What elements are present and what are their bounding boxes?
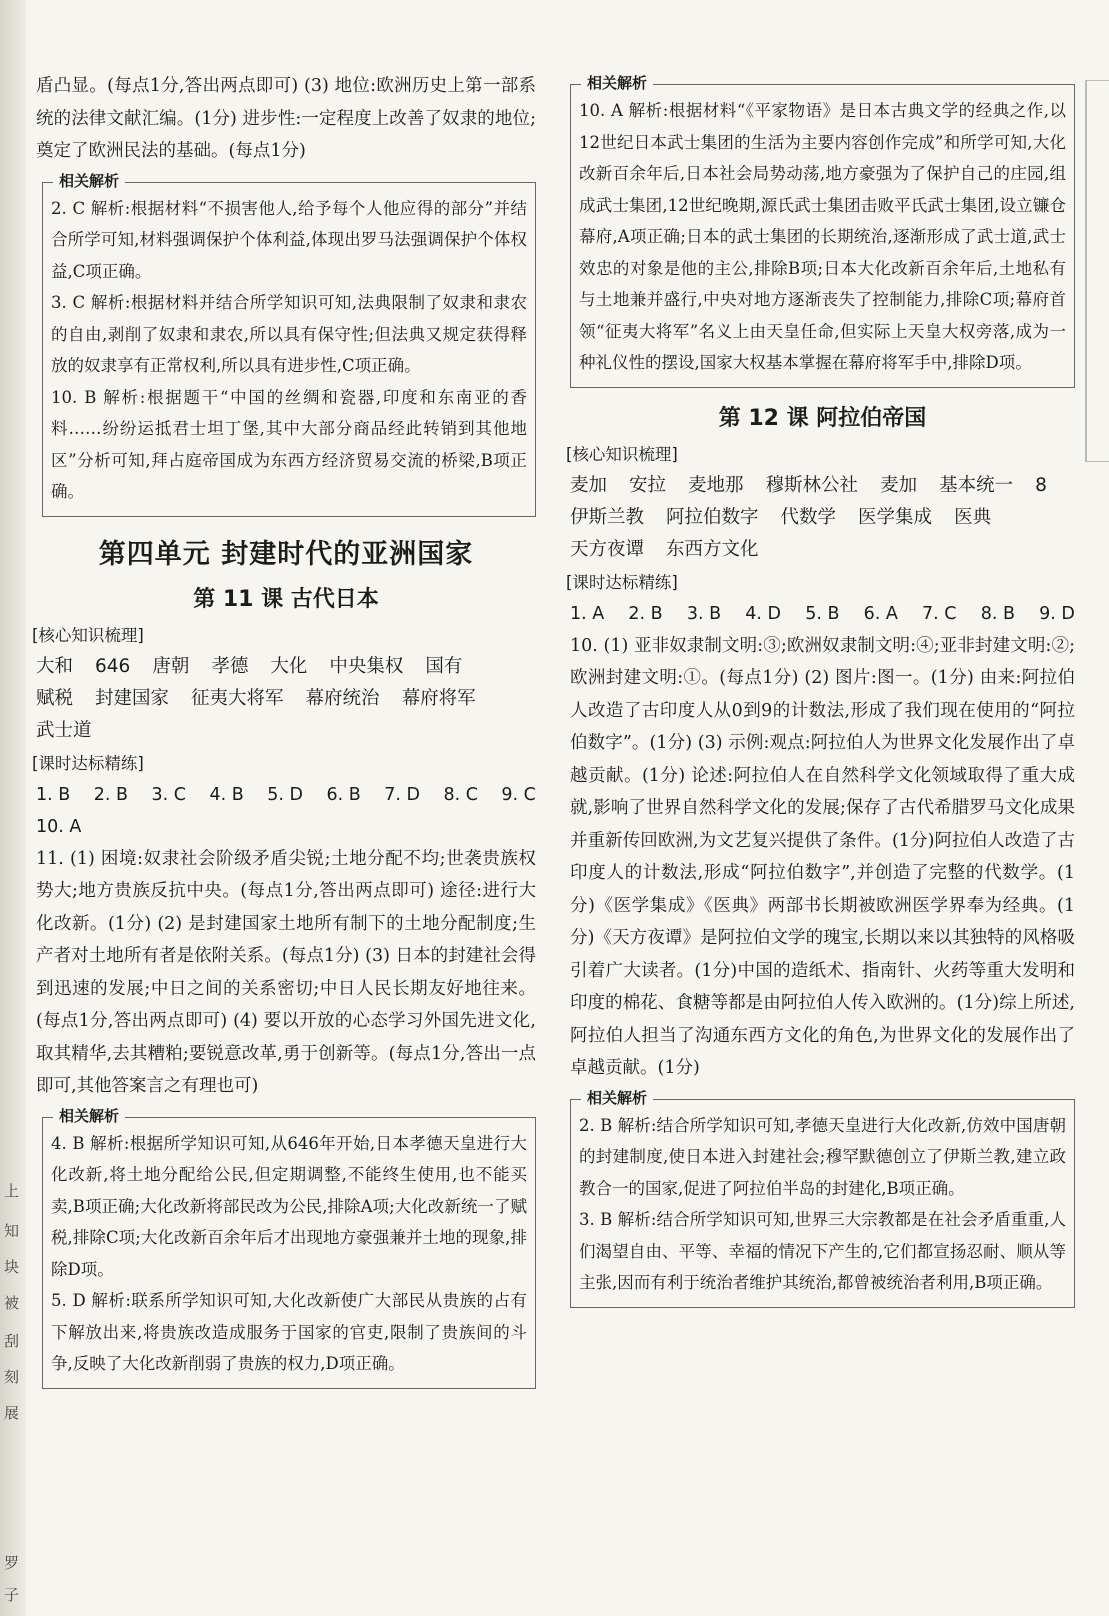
edge-char: 上 bbox=[4, 1182, 20, 1200]
lesson-title: 第 11 课 古代日本 bbox=[193, 586, 379, 612]
analysis-box-label: 相关解析 bbox=[581, 1087, 653, 1109]
analysis-box bbox=[570, 74, 1075, 388]
analysis-box bbox=[42, 171, 536, 517]
unit-title: 第四单元 封建时代的亚洲国家 bbox=[98, 538, 474, 570]
analysis-item: 3. C 解析:根据材料并结合所学知识可知,法典限制了奴隶和隶农的自由,剥削了奴隶和隶农,所以具有保守性;但法典又规定获得释放的奴隶享有正常权利,所以具有进步性,C项正确。 bbox=[51, 293, 527, 375]
term: 幕府统治 bbox=[305, 687, 380, 709]
analysis-item: 2. B 解析:结合所学知识可知,孝德天皇进行大化改新,仿效中国唐朝的封建制度,使日本进入封建社会;穆罕默德创立了伊斯兰教,建立政教合一的国家,促进了阿拉伯半岛的封建化,B项正确。 bbox=[579, 1115, 1066, 1198]
edge-char: 展 bbox=[4, 1404, 20, 1422]
analysis-box-label: 相关解析 bbox=[581, 72, 653, 94]
q10-answer: 10. (1) 亚非奴隶制文明:③;欧洲奴隶制文明:④;亚非封建文明:②;欧洲封建文明:①。(每点1分) (2) 图片:图一。(1分) 由来:阿拉伯人改造了古印度人从0到9的计数法,形成了我们现在使用的“阿拉伯数字”。(1分) (3) 示例:观点:阿拉伯人为世界文化发展作出了卓越贡献。(1分) 论述:阿拉伯人在自然科学文化领域取得了重大成就,影响了世界自然科学文化的发展;保存了古代希腊罗马文化成果并重新传回欧洲,为文艺复兴提供了条件。(1分)阿拉伯人改造了古印度人的计数法,形成“阿拉伯数字”,并创造了完整的代数学。(1分)《医学集成》《医典》两部书长期被欧洲医学界奉为经典。(1分)《天方夜谭》是阿拉伯文学的瑰宝,长期以来以其独特的风格吸引着广大读者。(1分)中国的造纸术、指南针、火药等重大发明和印度的棉花、食糖等都是由阿拉伯人传入欧洲的。(1分)综上所述,阿拉伯人担当了沟通东西方文化的角色,为世界文化的发展作出了卓越贡献。(1分) bbox=[570, 635, 1075, 1078]
knowledge-terms bbox=[36, 651, 536, 747]
mc-answer: 1. A bbox=[570, 603, 605, 624]
mc-answer: 7. D bbox=[384, 784, 420, 805]
mc-answer: 8. B bbox=[980, 603, 1015, 624]
edge-char: 块 bbox=[4, 1258, 20, 1276]
analysis-item: 10. B 解析:根据题干“中国的丝绸和瓷器,印度和东南亚的香料……纷纷运抵君士坦丁堡,其中大部分商品经此转销到其他地区”分析可知,拜占庭帝国成为东西方经济贸易交流的桥梁,B项正确。 bbox=[51, 387, 527, 501]
term: 大和 bbox=[36, 655, 74, 677]
term: 孝德 bbox=[211, 655, 249, 677]
term: 大化 bbox=[270, 655, 308, 677]
analysis-item: 3. B 解析:结合所学知识可知,世界三大宗教都是在社会矛盾重重,人们渴望自由、平等、幸福的情况下产生的,它们都宣扬忍耐、顺从等主张,因而有利于统治者维护其统治,都曾被统治者利用,B项正确。 bbox=[579, 1210, 1066, 1292]
analysis-box bbox=[42, 1106, 536, 1389]
mc-answer: 5. B bbox=[805, 603, 840, 624]
term: 幕府将军 bbox=[401, 687, 476, 709]
knowledge-terms bbox=[570, 470, 1075, 566]
mc-answer: 3. C bbox=[151, 784, 186, 805]
intro-paragraph: 盾凸显。(每点1分,答出两点即可) (3) 地位:欧洲历史上第一部系统的法律文献汇编。(1分) 进步性:一定程度上改善了奴隶的地位;奠定了欧洲民法的基础。(每点1分) bbox=[36, 76, 536, 161]
term: 天方夜谭 bbox=[570, 538, 645, 560]
term: 基本统一 bbox=[939, 474, 1014, 496]
edge-char: 罗 bbox=[4, 1554, 20, 1572]
term: 穆斯林公社 bbox=[765, 474, 859, 496]
mc-answer: 6. A bbox=[863, 603, 898, 624]
edge-char: 刻 bbox=[4, 1368, 20, 1386]
binding-edge bbox=[0, 0, 26, 1616]
analysis-box bbox=[570, 1088, 1075, 1308]
term: 医典 bbox=[954, 506, 992, 528]
edge-char: 刮 bbox=[4, 1332, 20, 1350]
term: 阿拉伯数字 bbox=[666, 506, 759, 528]
mc-answers bbox=[570, 598, 1075, 630]
term: 国有 bbox=[425, 655, 463, 677]
q11-answer: 11. (1) 困境:奴隶社会阶级矛盾尖锐;土地分配不均;世袭贵族权势大;地方贵族反抗中央。(每点1分,答出两点即可) 途径:进行大化改新。(1分) (2) 是封建国家土地所有制下的土地分配制度;生产者对土地所有者是依附关系。(每点1分) (3) 日本的封建社会得到迅速的发展;中日之间的关系密切;中日人民长期友好地往来。(每点1分,答出两点即可) (4) 要以开放的心态学习外国先进文化,取其精华,去其糟粕;要锐意改革,勇于创新等。(每点1分,答出一点即可,其他答案言之有理也可) bbox=[36, 848, 536, 1096]
mc-answer-10: 10. A bbox=[36, 816, 82, 837]
edge-char: 子 bbox=[4, 1586, 20, 1604]
edge-char: 被 bbox=[4, 1294, 20, 1312]
mc-answer: 7. C bbox=[922, 603, 957, 624]
section-heading-practice: [课时达标精练] bbox=[32, 753, 144, 773]
term: 麦加 bbox=[880, 474, 918, 496]
mc-answer: 9. C bbox=[501, 784, 536, 805]
edge-char: 知 bbox=[4, 1222, 20, 1240]
term: 征夷大将军 bbox=[191, 687, 284, 709]
right-column bbox=[566, 70, 1075, 1316]
analysis-box-label: 相关解析 bbox=[53, 1105, 125, 1127]
right-margin-tab bbox=[1085, 80, 1109, 462]
section-heading-practice: [课时达标精练] bbox=[566, 572, 678, 592]
mc-answer: 2. B bbox=[93, 784, 129, 805]
term: 麦加 bbox=[570, 474, 608, 496]
section-heading-knowledge: [核心知识梳理] bbox=[566, 444, 678, 464]
analysis-item: 5. D 解析:联系所学知识可知,大化改新使广大部民从贵族的占有下解放出来,将贵族改造成服务于国家的官吏,限制了贵族间的斗争,反映了大化改新削弱了贵族的权力,D项正确。 bbox=[51, 1291, 527, 1373]
analysis-item: 4. B 解析:根据所学知识可知,从646年开始,日本孝德天皇进行大化改新,将土地分配给公民,但定期调整,不能终生使用,也不能买卖,B项正确;大化改新将部民改为公民,排除A项;大化改新统一了赋税,排除C项;大化改新百余年后才出现地方豪强兼并土地的现象,排除D项。 bbox=[51, 1133, 527, 1279]
term: 医学集成 bbox=[858, 506, 933, 528]
term: 中央集权 bbox=[329, 655, 404, 677]
term: 代数学 bbox=[780, 506, 837, 528]
mc-answer: 4. B bbox=[209, 784, 244, 805]
mc-answer: 4. D bbox=[745, 603, 782, 624]
mc-answer: 5. D bbox=[267, 784, 303, 805]
lesson-title: 第 12 课 阿拉伯帝国 bbox=[718, 405, 927, 431]
term: 赋税 bbox=[36, 687, 74, 709]
term: 安拉 bbox=[629, 474, 667, 496]
analysis-box-label: 相关解析 bbox=[53, 170, 125, 192]
term: 伊斯兰教 bbox=[570, 506, 645, 528]
term: 麦地那 bbox=[688, 474, 744, 496]
term: 646 bbox=[95, 655, 131, 677]
mc-answer: 3. B bbox=[686, 603, 722, 624]
term: 武士道 bbox=[36, 719, 92, 741]
term: 唐朝 bbox=[152, 655, 190, 677]
term: 8 bbox=[1035, 474, 1047, 496]
mc-answers bbox=[36, 779, 536, 811]
section-heading-knowledge: [核心知识梳理] bbox=[32, 625, 144, 645]
mc-answer: 6. B bbox=[326, 784, 361, 805]
mc-answer: 8. C bbox=[443, 784, 478, 805]
mc-answer: 1. B bbox=[36, 784, 71, 805]
term: 封建国家 bbox=[95, 687, 170, 709]
analysis-item: 2. C 解析:根据材料“不损害他人,给予每个人他应得的部分”并结合所学可知,材料强调保护个体利益,体现出罗马法强调保护个体权益,C项正确。 bbox=[51, 198, 527, 281]
mc-answer: 2. B bbox=[628, 603, 663, 624]
left-column bbox=[32, 70, 536, 1397]
analysis-item: 10. A 解析:根据材料“《平家物语》是日本古典文学的经典之作,以12世纪日本武士集团的生活为主要内容创作完成”和所学可知,大化改新百余年后,日本社会局势动荡,地方豪强为了保护自己的庄园,组成武士集团,12世纪晚期,源氏武士集团击败平氏武士集团,设立镰仓幕府,A项正确;日本的武士集团的长期统治,逐渐形成了武士道,武士效忠的对象是他的主公,排除B项;日本大化改新百余年后,土地私有与土地兼并盛行,中央对地方逐渐丧失了控制能力,排除C项;幕府首领“征夷大将军”名义上由天皇任命,但实际上天皇大权旁落,成为一种礼仪性的摆设,国家大权基本掌握在幕府将军手中,排除D项。 bbox=[579, 101, 1066, 372]
mc-answer: 9. D bbox=[1039, 603, 1075, 624]
term: 东西方文化 bbox=[666, 538, 759, 560]
